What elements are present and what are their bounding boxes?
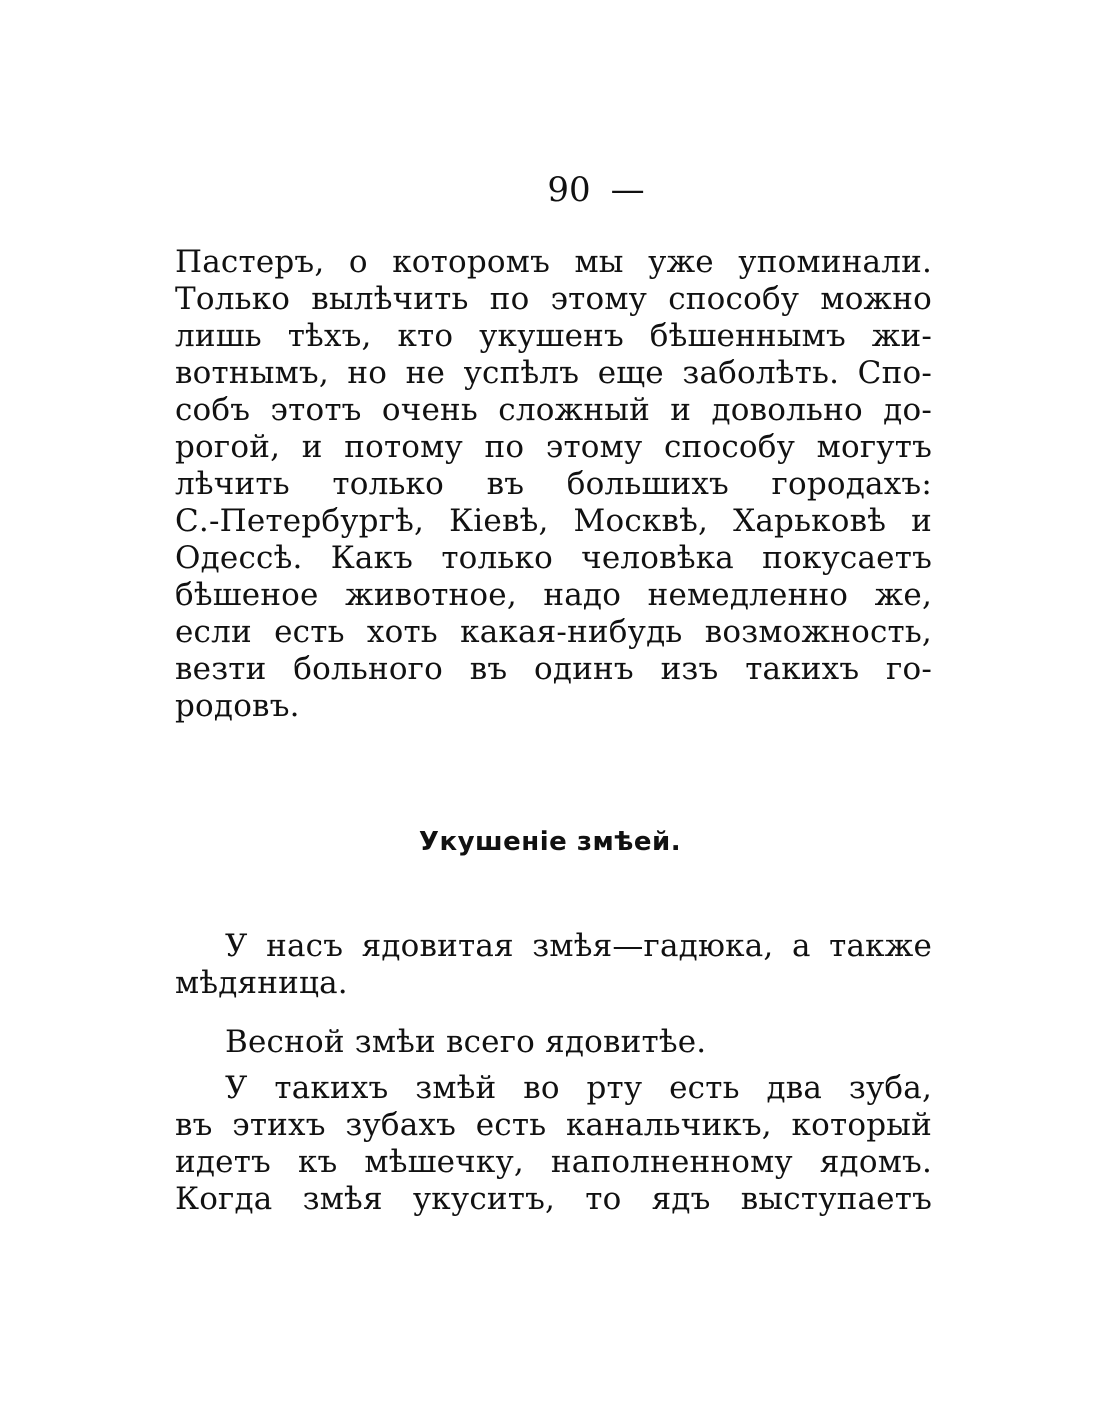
text-line: Одессѣ. Какъ только человѣка покусаетъ (175, 540, 932, 576)
text-line: лишь тѣхъ, кто укушенъ бѣшеннымъ жи- (175, 318, 932, 354)
text-line: везти больного въ одинъ изъ такихъ го- (175, 651, 932, 687)
text-line: бѣшеное животное, надо немедленно же, (175, 577, 932, 613)
text-line: въ этихъ зубахъ есть канальчикъ, который (175, 1107, 932, 1143)
text-line: если есть хоть какая-нибудь возможность, (175, 614, 932, 650)
text-line: Только вылѣчить по этому способу можно (175, 281, 932, 317)
paragraph-venomous-snakes (175, 928, 932, 1002)
text-line: С.-Петербургѣ, Кіевѣ, Москвѣ, Харьковѣ и (175, 503, 932, 539)
text-line: родовъ. (175, 688, 300, 724)
header-dash: — (610, 170, 645, 210)
paragraph-spring-venom (175, 1024, 932, 1061)
text-line: рогой, и потому по этому способу могутъ (175, 429, 932, 465)
text-line: идетъ къ мѣшечку, наполненному ядомъ. (175, 1144, 932, 1180)
page-number: 90 (547, 170, 591, 210)
page-header (0, 168, 1100, 212)
section-heading: Укушеніе змѣей. (418, 827, 682, 857)
text-line: мѣдяница. (175, 965, 348, 1001)
text-line: лѣчить только въ большихъ городахъ: (175, 466, 932, 502)
text-line: У насъ ядовитая змѣя—гадюка, а также (225, 928, 932, 964)
paragraph-snake-teeth (175, 1070, 932, 1218)
text-line: У такихъ змѣй во рту есть два зуба, (225, 1070, 932, 1106)
text-line: Когда змѣя укуситъ, то ядъ выступаетъ (175, 1181, 932, 1217)
text-line: Пастеръ, о которомъ мы уже упоминали. (175, 244, 932, 280)
paragraph-rabies-treatment (175, 244, 932, 725)
text-line: вотнымъ, но не успѣлъ еще заболѣть. Спо- (175, 355, 932, 391)
text-line: собъ этотъ очень сложный и довольно до- (175, 392, 932, 428)
text-line: Весной змѣи всего ядовитѣе. (225, 1024, 707, 1060)
